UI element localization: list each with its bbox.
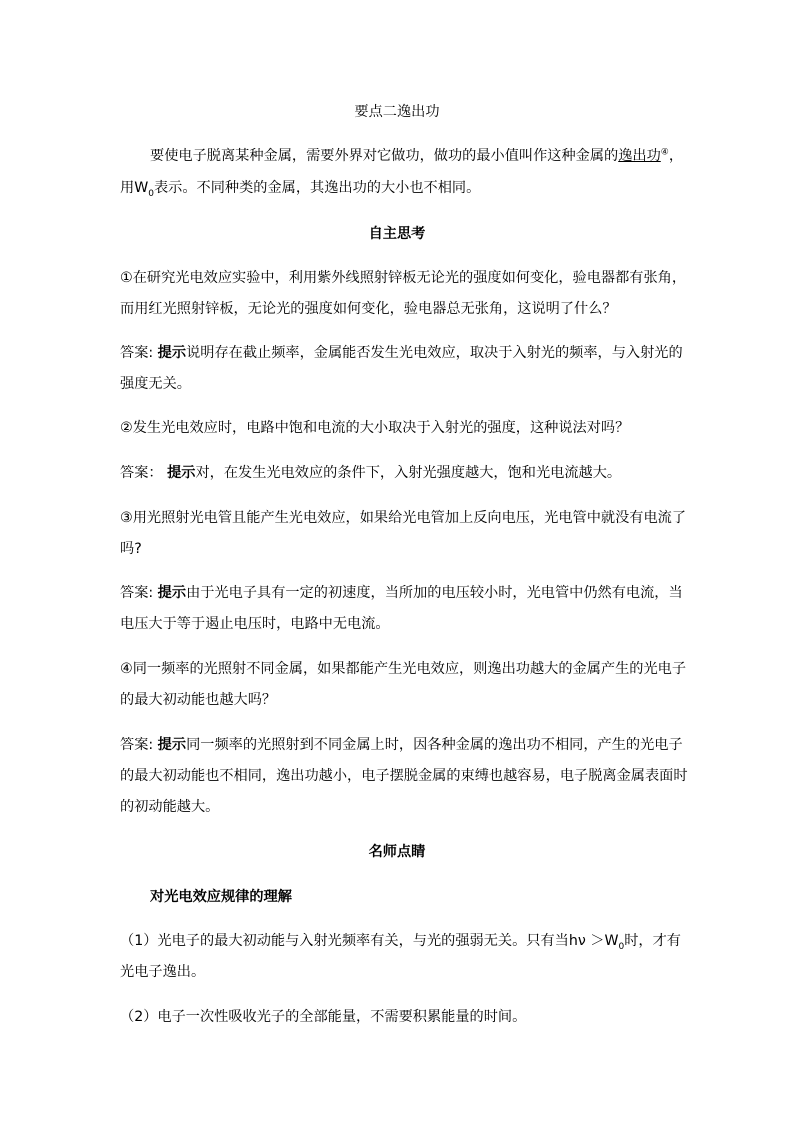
answer-label: 答案: [120,345,154,361]
question-3-line-1: ③用光照射光电管且能产生光电效应，如果给光电管加上反向电压，光电管中就没有电流了 [120,510,687,526]
answer-1-line-1 [120,343,683,363]
point-1-text-b: 时，才有 [624,933,681,949]
answer-4-line-2: 的最大初动能也不相同，逸出功越小，电子摆脱金属的束缚也越容易，电子脱离金属表面时 [120,768,688,784]
answer-text: 说明存在截止频率，金属能否发生光电效应，取决于入射光的频率，与入射光的 [186,345,683,361]
question-1-line-2: 而用红光照射锌板，无论光的强度如何变化，验电器总无张角，这说明了什么？ [120,301,617,317]
self-think-title: 自主思考 [368,226,426,242]
work-function-term: 逸出功 [618,148,661,164]
answer-4-line-3: 的初动能越大。 [120,799,220,815]
question-4-line-1: ④同一频率的光照射不同金属，如果都能产生光电效应，则逸出功越大的金属产生的光电子 [120,661,687,677]
answer-1-line-2: 强度无关。 [120,376,191,392]
subscript: 0 [618,941,625,952]
intro-text-a: 用W [120,180,149,196]
point-1-line-1 [120,931,681,951]
hint-label: 提示 [157,737,187,753]
footnote-mark: ④ [660,147,669,158]
answer-text: 由于光电子具有一定的初速度，当所加的电压较小时，光电管中仍然有电流，当 [186,585,683,601]
answer-4-line-1 [120,735,683,755]
point-1-line-2: 光电子逸出。 [120,964,206,980]
intro-line-2 [120,178,480,198]
answer-text: 同一频率的光照射到不同金属上时，因各种金属的逸出功不相同，产生的光电子 [186,737,683,753]
question-4-line-2: 的最大初动能也越大吗？ [120,692,277,708]
intro-text-b: 表示。不同种类的金属，其逸出功的大小也不相同。 [153,180,481,196]
answer-2-line-1 [120,463,621,483]
question-3-line-2: 吗? [120,541,142,557]
teacher-notes-title: 名师点睛 [368,844,426,860]
intro-punct: ， [668,148,684,164]
question-1-line-1: ①在研究光电效应实验中，利用紫外线照射锌板无论光的强度如何变化，验电器都有张角， [120,270,687,286]
rule-subtitle: 对光电效应规律的理解 [150,889,292,905]
intro-text: 要使电子脱离某种金属，需要外界对它做功，做功的最小值叫作这种金属的 [150,148,619,164]
answer-label: 答案： [120,465,163,481]
section-title: 要点二逸出功 [354,104,440,120]
answer-text: 对，在发生光电效应的条件下，入射光强度越大，饱和光电流越大。 [195,465,622,481]
hint-label: 提示 [157,345,187,361]
subscript: 0 [148,188,154,199]
point-2-line-1: （2）电子一次性吸收光子的全部能量，不需要积累能量的时间。 [120,1009,527,1025]
question-2-line-1: ②发生光电效应时，电路中饱和电流的大小取决于入射光的强度，这种说法对吗？ [120,420,630,436]
answer-label: 答案: [120,585,154,601]
answer-3-line-2: 电压大于等于遏止电压时，电路中无电流。 [120,616,390,632]
point-1-text-a: （1）光电子的最大初动能与入射光频率有关，与光的强弱无关。只有当hν ＞W [120,933,619,949]
hint-label: 提示 [167,465,196,481]
answer-3-line-1 [120,583,683,603]
intro-line-1 [150,146,683,166]
answer-label: 答案: [120,737,154,753]
hint-label: 提示 [157,585,187,601]
